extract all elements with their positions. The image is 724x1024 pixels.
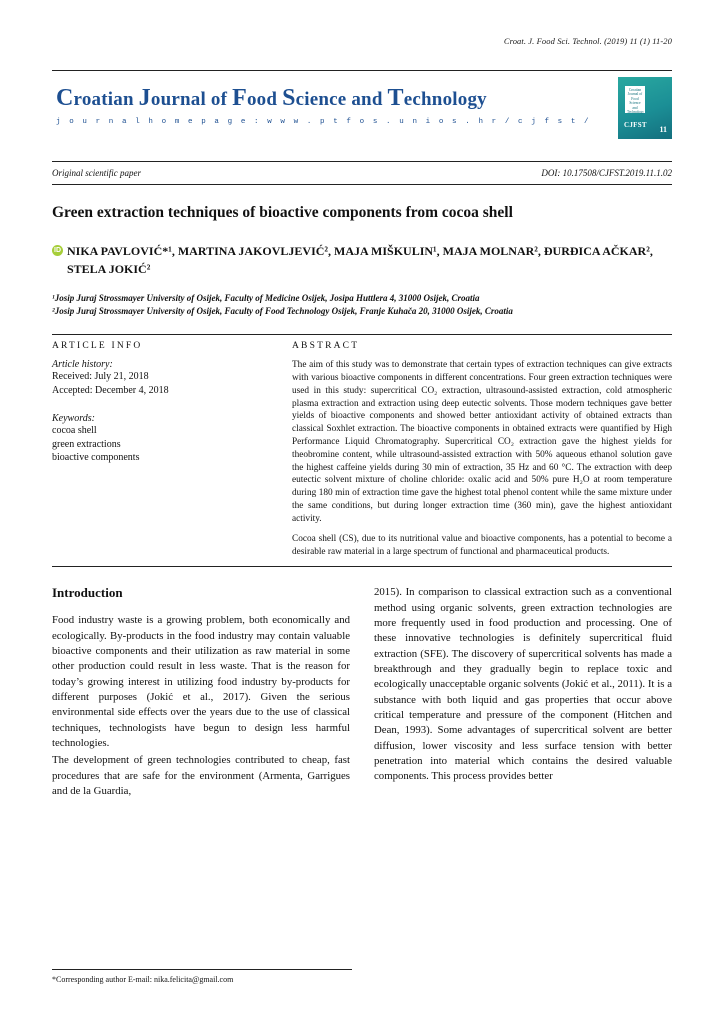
author-names: NIKA PAVLOVIĆ*¹, MARTINA JAKOVLJEVIĆ², MAJA MIŠKULIN¹, MAJA MOLNAR², ĐURĐICA AČKAR², STELA JOKIĆ² [67,244,653,276]
running-head: Croat. J. Food Sci. Technol. (2019) 11 (1) 11-20 [503,36,672,46]
keyword-item: cocoa shell [52,425,97,437]
logo-cover-thumbnail: Croatian Journal of Food Science and Technology [627,88,644,115]
corresponding-author-footnote: *Corresponding author E-mail: nika.felicita@gmail.com [52,969,352,984]
logo-issue-number: 11 [659,125,667,135]
info-abstract-block [52,334,672,567]
body-paragraph: Food industry waste is a growing problem, both economically and ecologically. By-products in the food industry may contain valuable bioactive components and their utilization as raw material in some other production could result in less waste. That is the reason for today’s growing interest in utilizing food industry by-products for different purposes (Jokić et al., 2017). Given the serious environmental side effects over the years due to the use of classical techniques, technologists have begun to design less harmful technologies. [52,614,350,750]
journal-logo [618,77,672,139]
journal-homepage-link[interactable]: j o u r n a l h o m e p a g e : w w w . p t f o s . u n i o s . h r / c j f s t / [56,118,591,127]
body-paragraph: 2015). In comparison to classical extraction such as a conventional method using organic solvents, green extraction technologies are more frequently used in food production and processing. One of these innovative technologies is definitely supercritical fluid extraction (SFE). The discovery of supercritical solvents has made a breakthrough and they gradually begin to replace toxic and ecologically unacceptable organic solvents (Jokić et al., 2011). It is a substance with both liquid and gas properties that occur above critical temperature and pressure of the component (Hitchen and Dean, 1993). Some advantages of supercritical solvent are better diffusion, lower viscosity and less surface tension with better penetration into material which contains the desired valuable components. This process provides better [374,586,672,783]
body-column-right [374,585,672,801]
keywords-label: Keywords: [52,413,95,425]
abstract-column [284,341,672,558]
page-title: Green extraction techniques of bioactive components from cocoa shell [52,184,672,223]
accepted-date: Accepted: December 4, 2018 [52,384,169,396]
type-row [52,161,672,178]
affiliation-2: ²Josip Juraj Strossmayer University of Osijek, Faculty of Food Technology Osijek, Franje Kuhača 20, 31000 Osijek, Croatia [52,305,513,316]
article-history-label: Article history: [52,359,113,371]
abstract-text [292,359,672,558]
section-heading-introduction: Introduction [52,585,123,601]
doi[interactable]: DOI: 10.17508/CJFST.2019.11.1.02 [541,168,672,178]
abstract-paragraph: Cocoa shell (CS), due to its nutritional value and bioactive components, has a potential to become a desirable raw material in a large spectrum of functional and pharmaceutical products. [292,533,672,557]
logo-acronym: CJFST [624,120,647,129]
keywords-block [52,413,272,465]
paper-type: Original scientific paper [52,168,141,178]
abstract-paragraph: The aim of this study was to demonstrate that certain types of extraction techniques can give extracts with various bioactive components in different concentrations. Four green extraction techniques were used in this study: supercritical CO₂ extraction, ultrasound-assisted extraction, cold atmospheric plasma extraction and extraction using deep eutectic solvents. Those modern techniques gave better yields of bioactive components and showed better antioxidant activity of obtained extracts than classical Soxhlet extraction. The bioactive components in obtained extracts were quantified by High Performance Liquid Chromatography. Supercritical CO₂ extraction gave the highest yields for theobromine content, while ultrasound-assisted extraction with 50% aqueous ethanol solution gave the highest caffeine yields during 30 min of extraction, 35 Hz and 60 °C. The extraction with deep eutectic solvent mixture of choline chloride: oxalic acid and 50% pure H₂O at room temperature during 180 min of extraction time gave the highest total phenol content while the same mixture under the same conditions, but during longer extraction time (360 min), gave the highest antioxidant activity. [292,360,672,524]
author-list [52,243,672,278]
keyword-item: green extractions [52,438,121,450]
body-paragraph: The development of green technologies contributed to cheap, fast procedures that are safe for the environment (Armenta, Garrigues and de la Guardia, [52,754,350,798]
abstract-heading: ABSTRACT [292,341,360,352]
affiliation-1: ¹Josip Juraj Strossmayer University of Osijek, Faculty of Medicine Osijek, Josipa Huttlera 4, 31000 Osijek, Croatia [52,292,480,303]
received-date: Received: July 21, 2018 [52,371,149,383]
article-info-column [52,341,284,558]
article-info-heading: ARTICLE INFO [52,341,143,352]
body-columns [52,585,672,801]
masthead [52,70,672,147]
keyword-item: bioactive components [52,452,140,464]
journal-title: Croatian Journal of Food Science and Technology [56,85,487,111]
orcid-icon[interactable]: ID [54,247,61,255]
affiliations [52,292,672,318]
body-column-left [52,585,350,801]
